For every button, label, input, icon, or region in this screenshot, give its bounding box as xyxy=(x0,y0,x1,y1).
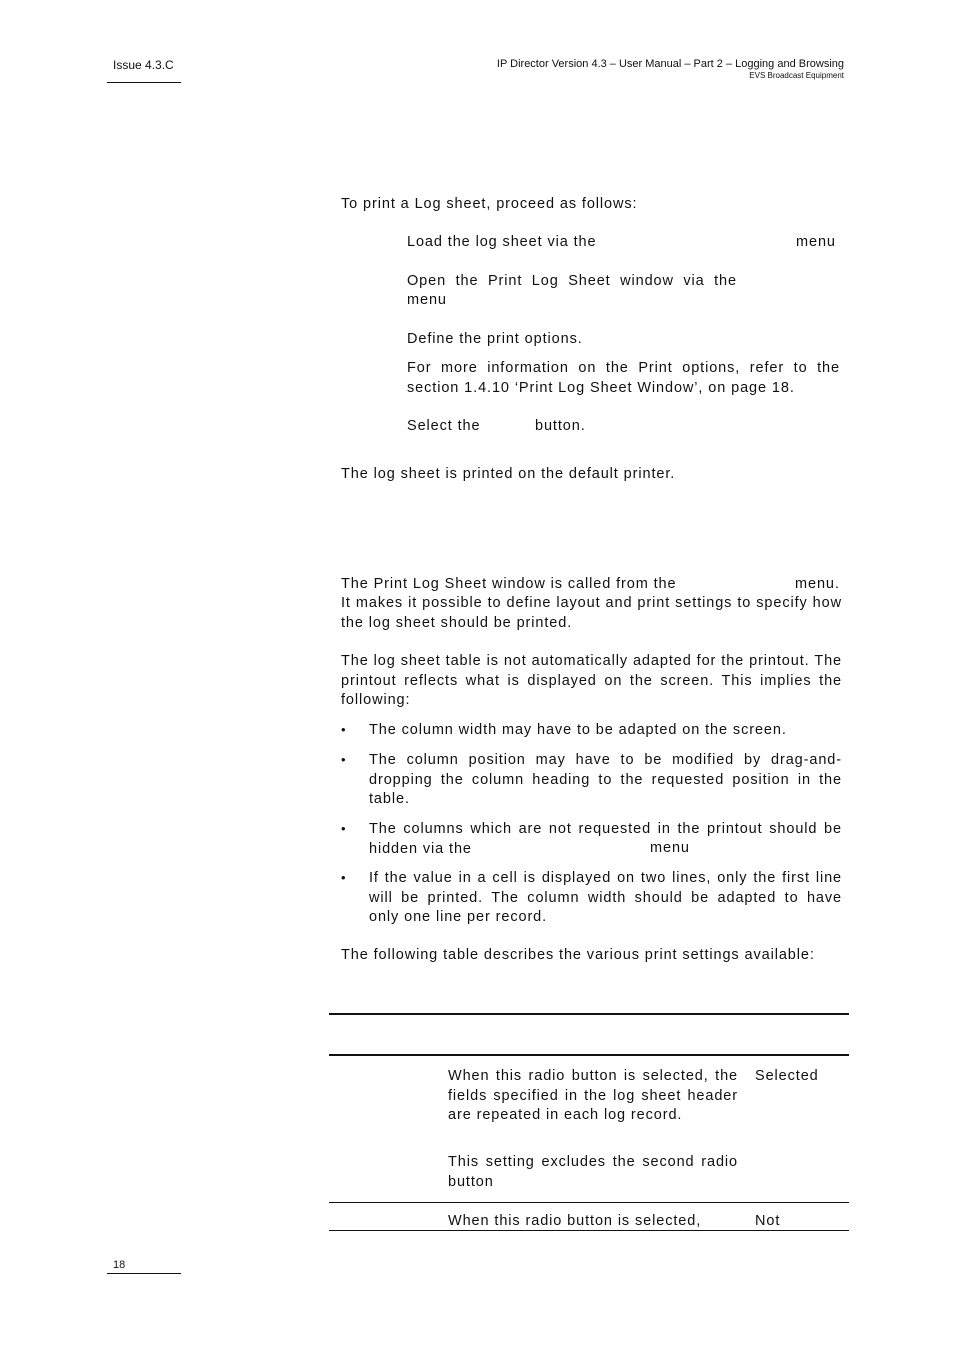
bullet-marker: • xyxy=(341,870,346,885)
table-cell-default: Selected xyxy=(755,1068,819,1084)
table-top-rule xyxy=(329,1013,849,1015)
bullet-marker: • xyxy=(341,752,346,767)
step-2-menu: menu xyxy=(407,292,447,308)
bullet-marker: • xyxy=(341,821,346,836)
step-3-text: Define the print options. xyxy=(407,331,583,347)
bullet-item: If the value in a cell is displayed on two lines, only the first line will be printed. The column width should be adapted to have only one line per record. xyxy=(369,870,842,925)
table-cell-description: When this radio button is selected, the fields specified in the log sheet header are repeated in each log record. xyxy=(448,1068,738,1123)
step-2-text: Open the Print Log Sheet window via the xyxy=(407,273,737,289)
header-rule xyxy=(107,82,181,83)
table-cell-description: When this radio button is selected, xyxy=(448,1213,702,1229)
window-intro-continued: It makes it possible to define layout and print settings to specify how the log sheet should be printed. xyxy=(341,595,842,631)
step-1-menu: menu xyxy=(796,234,836,250)
table-cell-default: Not xyxy=(755,1213,781,1229)
window-intro-menu: menu. xyxy=(795,576,840,592)
issue-label: Issue 4.3.C xyxy=(113,58,174,72)
table-intro: The following table describes the various print settings available: xyxy=(341,947,815,963)
window-intro-text: The Print Log Sheet window is called from the xyxy=(341,576,677,592)
document-title: IP Director Version 4.3 – User Manual – Part 2 – Logging and Browsing xyxy=(496,58,844,70)
adaptation-paragraph: The log sheet table is not automatically adapted for the printout. The printout reflects what is displayed on the screen. This implies the following: xyxy=(341,653,842,708)
page-number: 18 xyxy=(113,1259,126,1271)
procedure-result: The log sheet is printed on the default printer. xyxy=(341,466,676,482)
table-row-rule xyxy=(329,1202,849,1203)
footer-rule xyxy=(107,1273,181,1274)
bullet-item: The columns which are not requested in the printout should be hidden via the xyxy=(369,821,842,857)
step-3-note: For more information on the Print options, refer to the section 1.4.10 ‘Print Log Sheet Window’, on page 18. xyxy=(407,360,840,396)
document-header xyxy=(497,58,844,81)
bullet-marker: • xyxy=(341,722,346,737)
step-4-button-word: button. xyxy=(535,418,586,434)
table-bottom-rule xyxy=(329,1230,849,1231)
company-name: EVS Broadcast Equipment xyxy=(749,71,844,80)
step-4-text: Select the xyxy=(407,418,481,434)
procedure-intro: To print a Log sheet, proceed as follows: xyxy=(341,196,638,212)
table-header-rule xyxy=(329,1054,849,1056)
bullet-item: The column width may have to be adapted on the screen. xyxy=(369,722,787,738)
step-1-text: Load the log sheet via the xyxy=(407,234,597,250)
table-cell-note: This setting excludes the second radio button xyxy=(448,1154,738,1190)
bullet-item: The column position may have to be modified by drag-and-dropping the column heading to the requested position in the table. xyxy=(369,752,842,807)
bullet-menu-word: menu xyxy=(650,840,690,856)
